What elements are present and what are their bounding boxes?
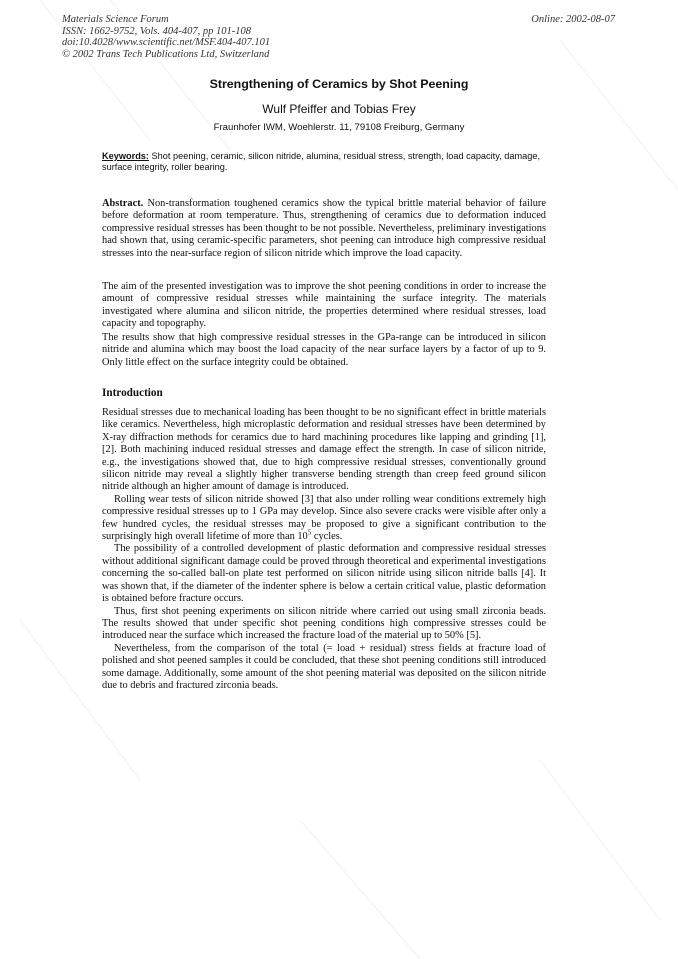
abstract-text-1: Non-transformation toughened ceramics show the typical brittle material behavior of failure before deformation at room temperature. Thus, strengthening of ceramics due to deformation induced compressive residual stresses has been thought to be not possible. Nevertheless, preliminary investigations had shown that, using ceramic-specific parameters, shot peening can introduce high compressive residual stresses into the near-surface region of silicon nitride which improve the load capacity. [102,198,546,259]
abstract-paragraph-2 [102,281,546,331]
paper-affiliation: Fraunhofer IWM, Woehlerstr. 11, 79108 Freiburg, Germany [213,122,465,133]
journal-header [62,14,270,60]
paper-title: Strengthening of Ceramics by Shot Peening [209,77,469,91]
paper-authors: Wulf Pfeiffer and Tobias Frey [262,102,416,116]
keywords-block [102,151,548,173]
keywords-text: Shot peening, ceramic, silicon nitride, alumina, residual stress, strength, load capacity, damage, surface integrity, roller bearing. [102,151,541,173]
abstract-paragraph-1 [102,198,546,260]
introduction-body [102,407,546,692]
abstract-text-2: The aim of the presented investigation was to improve the shot peening conditions in order to increase the amount of compressive residual stresses while maintaining the surface integrity. The materials investigated where alumina and silicon nitride, the properties determined where residual stresses, load capacity and topography. [102,281,546,330]
introduction-heading: Introduction [102,387,163,399]
issn-line: ISSN: 1662-9752, Vols. 404-407, pp 101-108 [62,25,251,37]
online-date: Online: 2002-08-07 [531,14,615,25]
intro-paragraph-3: The possibility of a controlled development of plastic deformation and compressive residual stresses without additional significant damage could be proved through theoretical and experimental investigations concerning the so-called ball-on plate test performed on silicon nitride using silicon nitride balls [4]. It was shown that, if the diameter of the indenter sphere is below a certain critical value, plastic deformation is obtained before fracture occurs. [102,543,546,605]
abstract-label: Abstract. [102,198,144,209]
intro-paragraph-1: Residual stresses due to mechanical loading has been thought to be no significant effect in brittle materials like ceramics. Nevertheless, high microplastic deformation and residual stresses have been determined by X-ray diffraction methods for ceramics due to hard machining procedures like lapping and grinding [1], [2]. Both machining induced residual stresses and damage effect the strength. In case of silicon nitride, e.g., the investigations showed that, due to high compressive residual stresses, conventionally ground silicon nitride may reveal a slightly higher transverse bending strength than creep feed ground silicon nitride although an higher amount of damage is introduced. [102,407,546,493]
keywords-label: Keywords: [102,151,149,161]
intro-paragraph-4: Thus, first shot peening experiments on silicon nitride where carried out using small zirconia beads. The results showed that under specific shot peening conditions high compressive stresses could be introduced near the surface which increased the fracture load of the material up to 50% [5]. [102,605,546,642]
intro-paragraph-2-end: cycles. [311,531,343,543]
copyright-line: © 2002 Trans Tech Publications Ltd, Switzerland [62,48,270,60]
abstract-paragraph-3 [102,332,546,369]
intro-paragraph-5: Nevertheless, from the comparison of the total (= load + residual) stress fields at fracture load of polished and shot peened samples it could be concluded, that these shot peening conditions still introduced some damage. Additionally, some amount of the shot peening material was deposited on the silicon nitride due to debris and fractured zirconia beads. [102,642,546,691]
cycles-exponent: 5 [307,528,312,537]
journal-name: Materials Science Forum [62,14,169,25]
intro-paragraph-2-main: Rolling wear tests of silicon nitride showed [3] that also under rolling wear conditions extremely high compressive residual stresses up to 1 GPa may develop. Since also severe cracks were visible after only a few hundred cycles, the residual stresses may be proposed to give a significant contribution to the surprisingly high overall lifetime of more than 10 [102,493,546,543]
doi-line[interactable]: doi:10.4028/www.scientific.net/MSF.404-407.101 [62,37,271,49]
intro-paragraph-2 [102,494,546,544]
abstract-text-3: The results show that high compressive residual stresses in the GPa-range can be introduced in silicon nitride and alumina which may boost the load capacity of the near surface layers by a factor of up to 9. Only little effect on the surface integrity could be obtained. [102,332,546,368]
